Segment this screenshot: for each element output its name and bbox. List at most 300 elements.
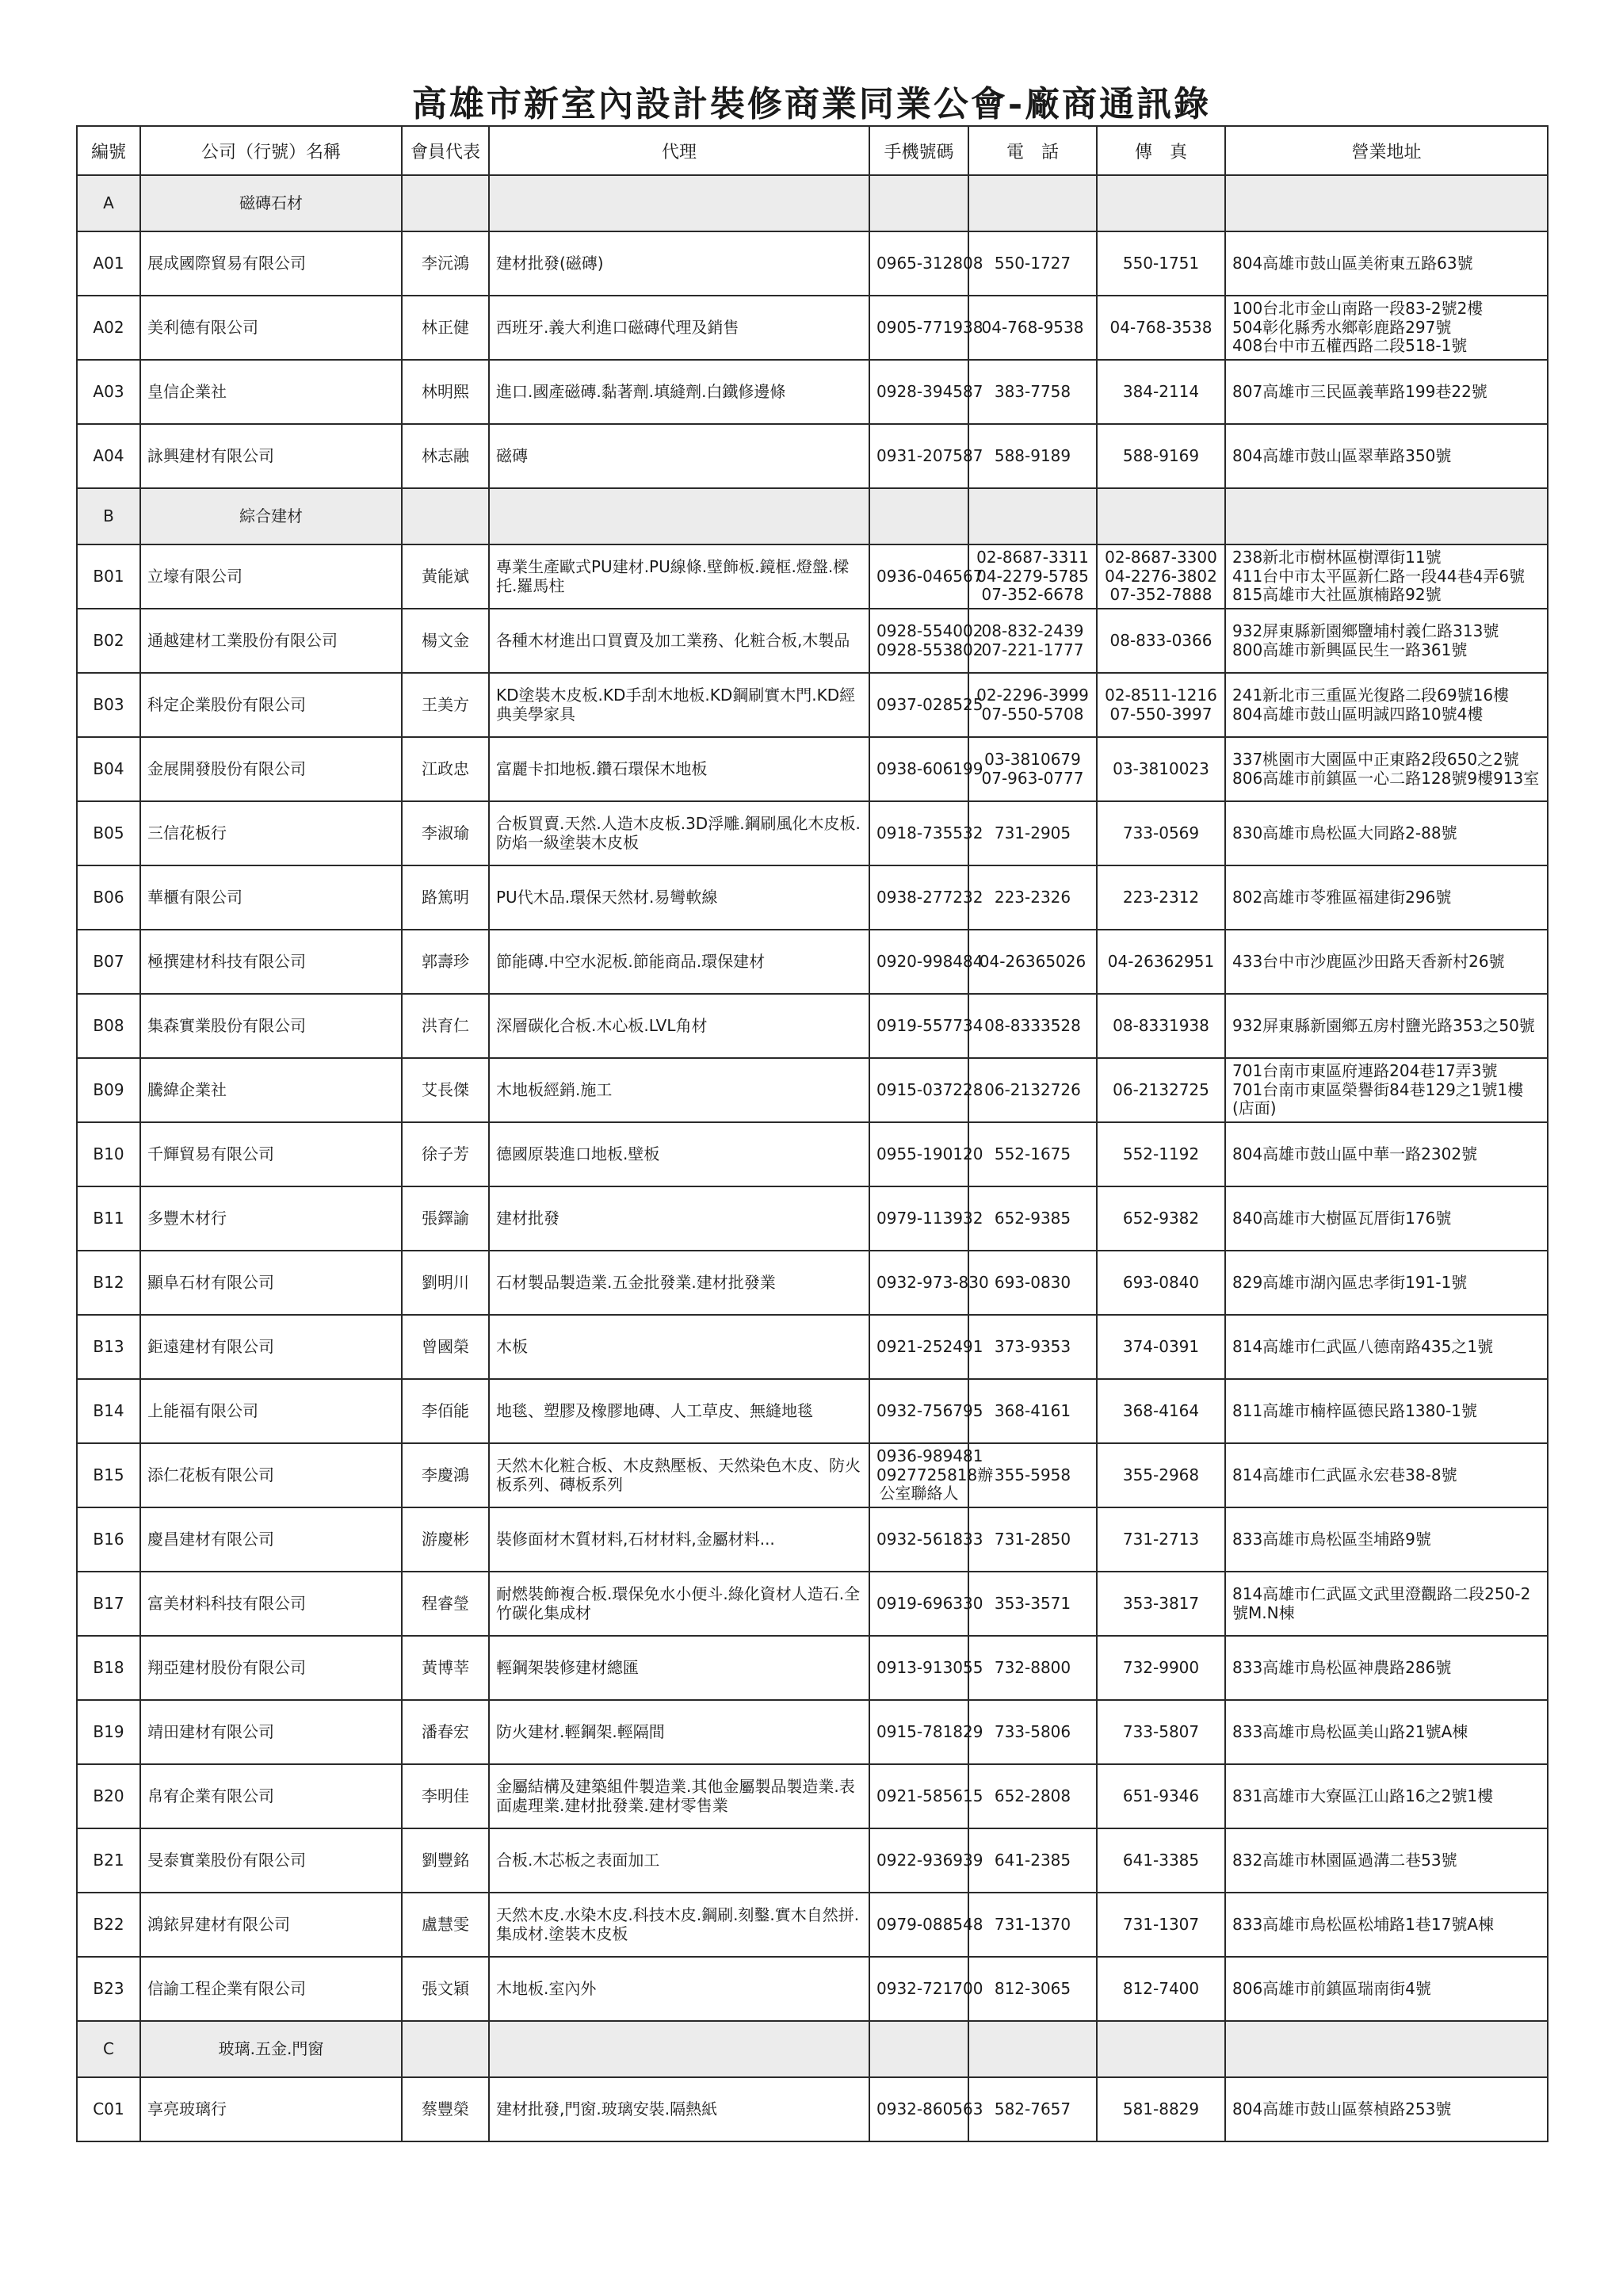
company-name: 添仁花板有限公司 [140, 1443, 402, 1507]
fax-number [1097, 296, 1225, 360]
mobile-number-line: 0918-735532 [876, 823, 983, 842]
company-name: 極撰建材科技有限公司 [140, 930, 402, 994]
phone-number-line: 552-1675 [994, 1144, 1071, 1163]
member-representative: 李明佳 [402, 1764, 489, 1828]
mobile-number [869, 1572, 983, 1636]
phone-number-line: 733-5806 [994, 1721, 1071, 1741]
vendor-code: B18 [77, 1636, 140, 1700]
company-name: 上能福有限公司 [140, 1379, 402, 1443]
fax-number-line: 353-3817 [1122, 1593, 1200, 1613]
fax-number [1097, 1443, 1225, 1507]
mobile-number-line: 0932-756795 [876, 1400, 983, 1420]
member-representative: 張鐸諭 [402, 1186, 489, 1251]
phone-number [968, 865, 1097, 930]
table-row [77, 994, 1548, 1058]
business-address-line: 504彰化縣秀水鄉彰鹿路297號 [1232, 317, 1452, 337]
fax-number-line: 641-3385 [1122, 1850, 1200, 1870]
table-row [77, 2077, 1548, 2141]
fax-number-line: 693-0840 [1122, 1272, 1200, 1292]
fax-number-line: 652-9382 [1122, 1208, 1200, 1228]
agency-description: 石材製品製造業.五金批發業.建材批發業 [489, 1251, 869, 1315]
fax-number-line: 552-1192 [1122, 1144, 1200, 1163]
header-mobile: 手機號碼 [869, 126, 968, 175]
fax-number [1097, 1636, 1225, 1700]
table-row [77, 737, 1548, 801]
table-body [77, 175, 1548, 2141]
mobile-number [869, 865, 983, 930]
category-empty-cell [1097, 175, 1225, 231]
company-name: 鉅遠建材有限公司 [140, 1315, 402, 1379]
fax-number [1097, 231, 1225, 296]
fax-number-line: 02-8511-1216 [1105, 685, 1217, 705]
category-row [77, 2021, 1548, 2077]
business-address-line: 932屏東縣新園鄉鹽埔村義仁路313號 [1232, 621, 1499, 640]
mobile-number [869, 1700, 983, 1764]
fax-number-line: 07-352-7888 [1109, 585, 1212, 605]
fax-number-line: 733-5807 [1122, 1721, 1200, 1741]
vendor-directory-table [76, 125, 1549, 2142]
fax-number-line: 368-4164 [1122, 1400, 1200, 1420]
table-row [77, 544, 1548, 609]
agency-description: 合板買賣.天然.人造木皮板.3D浮雕.鋼刷風化木皮板.防焰一級塗裝木皮板 [489, 801, 869, 865]
member-representative: 蔡豐榮 [402, 2077, 489, 2141]
category-empty-cell [968, 488, 1097, 544]
mobile-number-line: 0928-554002 [876, 621, 983, 640]
agency-description: 德國原裝進口地板.壁板 [489, 1122, 869, 1186]
category-empty-cell [869, 2021, 968, 2077]
business-address-line: 100台北市金山南路一段83-2號2樓 [1232, 299, 1484, 319]
vendor-code: B10 [77, 1122, 140, 1186]
phone-number [968, 1828, 1097, 1893]
phone-number [968, 1507, 1097, 1572]
mobile-number-line: 0919-557734 [876, 1015, 983, 1035]
phone-number [968, 1058, 1097, 1122]
business-address [1225, 1828, 1548, 1893]
mobile-number-line: 0936-989481 [876, 1446, 983, 1466]
mobile-number-line: 0905-771938 [876, 317, 983, 337]
phone-number-line: 03-3810679 [984, 749, 1081, 769]
agency-description: 耐燃裝飾複合板.環保免水小便斗.綠化資材人造石.全竹碳化集成材 [489, 1572, 869, 1636]
fax-number-line: 550-1751 [1122, 253, 1200, 273]
table-row [77, 296, 1548, 360]
mobile-number-line: 0928-394587 [876, 381, 983, 401]
fax-number [1097, 1700, 1225, 1764]
phone-number [968, 1700, 1097, 1764]
business-address [1225, 801, 1548, 865]
agency-description: KD塗裝木皮板.KD手刮木地板.KD鋼刷實木門.KD經典美學家具 [489, 673, 869, 737]
fax-number [1097, 673, 1225, 737]
company-name: 華櫃有限公司 [140, 865, 402, 930]
phone-number-line: 02-8687-3311 [976, 548, 1089, 567]
category-empty-cell [489, 2021, 869, 2077]
fax-number-line: 04-768-3538 [1109, 317, 1212, 337]
table-row [77, 1507, 1548, 1572]
phone-number-line: 731-2850 [994, 1529, 1071, 1549]
member-representative: 張文穎 [402, 1957, 489, 2021]
mobile-number [869, 1186, 983, 1251]
fax-number-line: 733-0569 [1122, 823, 1200, 842]
business-address [1225, 1957, 1548, 2021]
table-row [77, 1572, 1548, 1636]
agency-description: 富麗卡扣地板.鑽石環保木地板 [489, 737, 869, 801]
table-row [77, 1828, 1548, 1893]
company-name: 旻泰實業股份有限公司 [140, 1828, 402, 1893]
vendor-code: A03 [77, 360, 140, 424]
phone-number-line: 373-9353 [994, 1336, 1071, 1356]
table-row [77, 1379, 1548, 1443]
business-address [1225, 737, 1548, 801]
vendor-code: A04 [77, 424, 140, 488]
mobile-number-line: 0937-028525 [876, 694, 983, 714]
member-representative: 劉豐銘 [402, 1828, 489, 1893]
business-address-line: 804高雄市鼓山區蔡楨路253號 [1232, 2099, 1452, 2118]
fax-number-line: 731-2713 [1122, 1529, 1200, 1549]
mobile-number [869, 737, 983, 801]
fax-number [1097, 1828, 1225, 1893]
fax-number [1097, 1507, 1225, 1572]
agency-description: 木板 [489, 1315, 869, 1379]
phone-number [968, 1764, 1097, 1828]
phone-number-line: 812-3065 [994, 1978, 1071, 1998]
table-row [77, 1251, 1548, 1315]
fax-number-line: 02-8687-3300 [1105, 548, 1217, 567]
table-row [77, 801, 1548, 865]
phone-number-line: 07-963-0777 [981, 768, 1084, 788]
business-address [1225, 296, 1548, 360]
agency-description: 各種木材進出口買賣及加工業務、化粧合板,木製品 [489, 609, 869, 673]
vendor-code: C01 [77, 2077, 140, 2141]
vendor-code: B04 [77, 737, 140, 801]
mobile-number-line: 0932-973-830 [876, 1272, 989, 1292]
category-code: A [77, 175, 140, 231]
fax-number [1097, 544, 1225, 609]
category-empty-cell [1097, 488, 1225, 544]
category-name: 磁磚石材 [140, 175, 402, 231]
company-name: 集森實業股份有限公司 [140, 994, 402, 1058]
member-representative: 李淑瑜 [402, 801, 489, 865]
company-name: 立壕有限公司 [140, 544, 402, 609]
phone-number-line: 731-1370 [994, 1914, 1071, 1934]
phone-number-line: 731-2905 [994, 823, 1071, 842]
vendor-code: B03 [77, 673, 140, 737]
category-empty-cell [869, 175, 968, 231]
phone-number-line: 04-768-9538 [981, 317, 1084, 337]
business-address-line: 814高雄市仁武區文武里澄觀路二段250-2號M.N棟 [1232, 1584, 1531, 1622]
fax-number [1097, 1122, 1225, 1186]
vendor-code: B17 [77, 1572, 140, 1636]
phone-number-line: 07-352-6678 [981, 585, 1084, 605]
business-address [1225, 609, 1548, 673]
business-address-line: 806高雄市前鎮區一心二路128號9樓913室 [1232, 768, 1540, 788]
member-representative: 潘春宏 [402, 1700, 489, 1764]
mobile-number-line: 0932-561833 [876, 1529, 983, 1549]
vendor-code: B14 [77, 1379, 140, 1443]
mobile-number [869, 1764, 983, 1828]
vendor-code: B19 [77, 1700, 140, 1764]
mobile-number [869, 544, 983, 609]
agency-description: 金屬結構及建築組件製造業.其他金屬製品製造業.表面處理業.建材批發業.建材零售業 [489, 1764, 869, 1828]
company-name: 享亮玻璃行 [140, 2077, 402, 2141]
mobile-number-line: 0915-037228 [876, 1079, 983, 1099]
mobile-number [869, 296, 983, 360]
business-address [1225, 1893, 1548, 1957]
table-row [77, 865, 1548, 930]
agency-description: PU代木品.環保天然材.易彎軟線 [489, 865, 869, 930]
category-empty-cell [1097, 2021, 1225, 2077]
phone-number-line: 652-2808 [994, 1786, 1071, 1805]
member-representative: 路篤明 [402, 865, 489, 930]
table-row [77, 424, 1548, 488]
mobile-number [869, 994, 983, 1058]
fax-number [1097, 865, 1225, 930]
category-code: B [77, 488, 140, 544]
phone-number [968, 1379, 1097, 1443]
business-address-line: 411台中市太平區新仁路一段44巷4弄6號 [1232, 566, 1526, 586]
category-row [77, 175, 1548, 231]
phone-number [968, 424, 1097, 488]
table-row [77, 1058, 1548, 1122]
business-address [1225, 930, 1548, 994]
fax-number [1097, 1058, 1225, 1122]
category-row [77, 488, 1548, 544]
phone-number-line: 355-5958 [994, 1465, 1071, 1484]
business-address [1225, 1636, 1548, 1700]
fax-number-line: 06-2132725 [1113, 1079, 1209, 1099]
fax-number-line: 08-8331938 [1113, 1015, 1209, 1035]
member-representative: 程睿瑩 [402, 1572, 489, 1636]
table-row [77, 360, 1548, 424]
member-representative: 郭壽珍 [402, 930, 489, 994]
agency-description: 輕鋼架裝修建材總匯 [489, 1636, 869, 1700]
phone-number-line: 04-26365026 [979, 951, 1086, 971]
vendor-code: B21 [77, 1828, 140, 1893]
member-representative: 李慶鴻 [402, 1443, 489, 1507]
vendor-code: B01 [77, 544, 140, 609]
fax-number-line: 732-9900 [1122, 1657, 1200, 1677]
vendor-code: B09 [77, 1058, 140, 1122]
mobile-number [869, 801, 983, 865]
company-name: 皇信企業社 [140, 360, 402, 424]
fax-number [1097, 737, 1225, 801]
mobile-number [869, 1379, 983, 1443]
business-address-line: 337桃園市大園區中正東路2段650之2號 [1232, 749, 1519, 769]
header-fax: 傳 真 [1097, 126, 1225, 175]
mobile-number [869, 1443, 994, 1507]
category-empty-cell [1225, 2021, 1548, 2077]
business-address [1225, 673, 1548, 737]
agency-description: 合板.木芯板之表面加工 [489, 1828, 869, 1893]
fax-number [1097, 360, 1225, 424]
vendor-code: B12 [77, 1251, 140, 1315]
agency-description: 防火建材.輕鋼架.輕隔間 [489, 1700, 869, 1764]
fax-number [1097, 930, 1225, 994]
header-company: 公司（行號）名稱 [140, 126, 402, 175]
mobile-number-line: 0922-936939 [876, 1850, 983, 1870]
category-empty-cell [402, 175, 489, 231]
member-representative: 林明熙 [402, 360, 489, 424]
company-name: 鴻銥昇建材有限公司 [140, 1893, 402, 1957]
vendor-code: B11 [77, 1186, 140, 1251]
mobile-number [869, 1122, 983, 1186]
category-empty-cell [869, 488, 968, 544]
mobile-number-line: 0936-046567 [876, 566, 983, 586]
vendor-code: B13 [77, 1315, 140, 1379]
category-empty-cell [402, 488, 489, 544]
category-empty-cell [489, 488, 869, 544]
business-address-line: 832高雄市林園區過溝二巷53號 [1232, 1850, 1457, 1870]
fax-number-line: 581-8829 [1122, 2099, 1200, 2118]
business-address-line: 433台中市沙鹿區沙田路天香新村26號 [1232, 951, 1505, 971]
agency-description: 深層碳化合板.木心板.LVL角材 [489, 994, 869, 1058]
member-representative: 曾國榮 [402, 1315, 489, 1379]
mobile-number [869, 424, 983, 488]
fax-number [1097, 1893, 1225, 1957]
vendor-code: B02 [77, 609, 140, 673]
business-address-line: 932屏東縣新園鄉五房村鹽光路353之50號 [1232, 1015, 1535, 1035]
business-address-line: 811高雄市楠梓區德民路1380-1號 [1232, 1400, 1478, 1420]
header-agency: 代理 [489, 126, 869, 175]
vendor-code: B08 [77, 994, 140, 1058]
fax-number [1097, 1764, 1225, 1828]
phone-number-line: 04-2279-5785 [976, 566, 1089, 586]
mobile-number-line: 0921-585615 [876, 1786, 983, 1805]
business-address-line: 815高雄市大社區旗楠路92號 [1232, 585, 1442, 605]
mobile-number [869, 1507, 983, 1572]
category-empty-cell [1225, 488, 1548, 544]
mobile-number-line: 0932-860563 [876, 2099, 983, 2118]
business-address-line: 807高雄市三民區義華路199巷22號 [1232, 381, 1487, 401]
company-name: 千輝貿易有限公司 [140, 1122, 402, 1186]
member-representative: 劉明川 [402, 1251, 489, 1315]
phone-number-line: 06-2132726 [984, 1079, 1081, 1099]
member-representative: 盧慧雯 [402, 1893, 489, 1957]
mobile-number-line: 0920-998484 [876, 951, 983, 971]
business-address-line: 701台南市東區榮譽街84巷129之1號1樓(店面) [1232, 1079, 1524, 1118]
company-name: 富美材料科技有限公司 [140, 1572, 402, 1636]
phone-number-line: 07-550-5708 [981, 704, 1084, 724]
business-address-line: 408台中市五權西路二段518-1號 [1232, 336, 1468, 356]
fax-number-line: 355-2968 [1122, 1465, 1200, 1484]
fax-number-line: 651-9346 [1122, 1786, 1200, 1805]
fax-number [1097, 801, 1225, 865]
fax-number [1097, 994, 1225, 1058]
phone-number-line: 550-1727 [994, 253, 1071, 273]
phone-number-line: 07-221-1777 [981, 640, 1084, 659]
phone-number-line: 588-9189 [994, 445, 1071, 465]
company-name: 靖田建材有限公司 [140, 1700, 402, 1764]
mobile-number [869, 1957, 983, 2021]
agency-description: 節能磚.中空水泥板.節能商品.環保建材 [489, 930, 869, 994]
member-representative: 洪育仁 [402, 994, 489, 1058]
business-address [1225, 544, 1548, 609]
mobile-number-line: 0955-190120 [876, 1144, 983, 1163]
phone-number-line: 652-9385 [994, 1208, 1071, 1228]
business-address-line: 804高雄市鼓山區明誠四路10號4樓 [1232, 704, 1484, 724]
fax-number-line: 223-2312 [1122, 887, 1200, 907]
member-representative: 楊文金 [402, 609, 489, 673]
business-address-line: 804高雄市鼓山區美術東五路63號 [1232, 253, 1473, 273]
business-address [1225, 1315, 1548, 1379]
company-name: 展成國際貿易有限公司 [140, 231, 402, 296]
fax-number-line: 03-3810023 [1113, 758, 1209, 778]
category-empty-cell [968, 175, 1097, 231]
business-address-line: 804高雄市鼓山區中華一路2302號 [1232, 1144, 1478, 1163]
category-empty-cell [968, 2021, 1097, 2077]
member-representative: 林正健 [402, 296, 489, 360]
agency-description: 地毯、塑膠及橡膠地磚、人工草皮、無縫地毯 [489, 1379, 869, 1443]
fax-number-line: 07-550-3997 [1109, 704, 1212, 724]
fax-number-line: 374-0391 [1122, 1336, 1200, 1356]
agency-description: 裝修面材木質材料,石材材料,金屬材料... [489, 1507, 869, 1572]
header-address: 營業地址 [1225, 126, 1548, 175]
vendor-code: A01 [77, 231, 140, 296]
agency-description: 木地板經銷.施工 [489, 1058, 869, 1122]
vendor-code: A02 [77, 296, 140, 360]
mobile-number-line: 0927725818辦 [876, 1465, 994, 1484]
company-name: 金展開發股份有限公司 [140, 737, 402, 801]
phone-number-line: 383-7758 [994, 381, 1071, 401]
mobile-number [869, 1058, 983, 1122]
member-representative: 李沅鴻 [402, 231, 489, 296]
phone-number [968, 930, 1097, 994]
fax-number-line: 812-7400 [1122, 1978, 1200, 1998]
mobile-number [869, 1893, 983, 1957]
business-address-line: 238新北市樹林區樹潭街11號 [1232, 548, 1442, 567]
fax-number [1097, 2077, 1225, 2141]
business-address [1225, 1507, 1548, 1572]
table-row [77, 1122, 1548, 1186]
business-address-line: 802高雄市苓雅區福建街296號 [1232, 887, 1452, 907]
table-row [77, 1315, 1548, 1379]
business-address [1225, 1058, 1548, 1122]
mobile-number [869, 231, 983, 296]
fax-number [1097, 609, 1225, 673]
business-address [1225, 1700, 1548, 1764]
agency-description: 建材批發 [489, 1186, 869, 1251]
fax-number-line: 04-2276-3802 [1105, 566, 1217, 586]
phone-number-line: 368-4161 [994, 1400, 1071, 1420]
vendor-code: B07 [77, 930, 140, 994]
category-empty-cell [1225, 175, 1548, 231]
fax-number-line: 08-833-0366 [1109, 630, 1212, 650]
business-address [1225, 1764, 1548, 1828]
phone-number [968, 1122, 1097, 1186]
phone-number-line: 693-0830 [994, 1272, 1071, 1292]
mobile-number [869, 930, 983, 994]
mobile-number-line: 公室聯絡人 [879, 1484, 959, 1503]
phone-number-line: 641-2385 [994, 1850, 1071, 1870]
phone-number [968, 801, 1097, 865]
vendor-code: B23 [77, 1957, 140, 2021]
phone-number [968, 1315, 1097, 1379]
business-address-line: 830高雄市鳥松區大同路2-88號 [1232, 823, 1457, 842]
company-name: 信諭工程企業有限公司 [140, 1957, 402, 2021]
business-address-line: 241新北市三重區光復路二段69號16樓 [1232, 685, 1510, 705]
mobile-number-line: 0979-088548 [876, 1914, 983, 1934]
table-row [77, 231, 1548, 296]
mobile-number-line: 0938-606199 [876, 758, 983, 778]
business-address [1225, 231, 1548, 296]
mobile-number-line: 0931-207587 [876, 445, 983, 465]
table-row [77, 1764, 1548, 1828]
mobile-number-line: 0919-696330 [876, 1593, 983, 1613]
business-address-line: 701台南市東區府連路204巷17弄3號 [1232, 1061, 1498, 1081]
phone-number [968, 544, 1097, 609]
vendor-code: B05 [77, 801, 140, 865]
category-code: C [77, 2021, 140, 2077]
company-name: 翔亞建材股份有限公司 [140, 1636, 402, 1700]
phone-number-line: 02-2296-3999 [976, 685, 1089, 705]
